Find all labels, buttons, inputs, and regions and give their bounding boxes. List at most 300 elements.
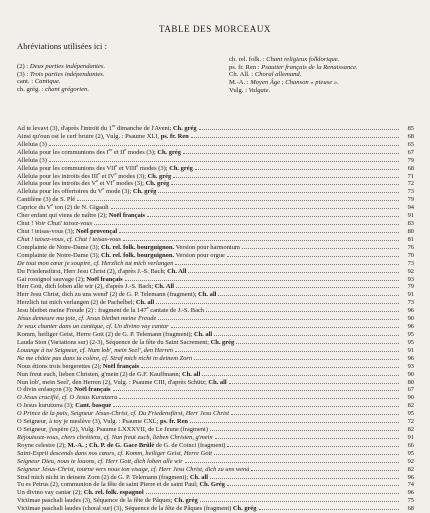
dot-leader [158,187,399,193]
text-segment: Alleluia pour les introïts des V [17,180,97,188]
page-number: 91 [407,433,414,441]
entry-title [17,165,193,173]
text-segment: Ch. grég [210,338,235,346]
text-segment: Noël français [108,212,145,220]
page-number: 76 [407,243,414,251]
text-segment: M.-A. : [229,79,251,87]
text-segment: O Jésus crucifié, cf. O Jesus Kurutzera [17,394,118,402]
page-number: 95 [407,449,414,457]
text-segment: Vulgate. [248,86,271,94]
index-entry [17,385,414,393]
page-number: 72 [407,418,414,426]
text-segment: modes (3); [138,164,170,172]
text-segment: Chant religieux folklorique. [266,56,340,63]
index-entry [17,338,414,346]
dot-leader [200,496,399,502]
entry-title [17,458,183,466]
text-segment: et IV [100,172,115,180]
text-segment: Herr Jesu Christ, dich zu uns wend' (2) de G. P. Telemann (fragment); [17,291,199,299]
page-number: 96 [407,354,414,362]
dot-leader [259,504,399,510]
text-segment: Ch. rel. folk. espagnol [83,489,144,497]
entry-title [17,125,197,133]
entry-title [17,276,123,284]
dot-leader [147,211,399,217]
text-segment: Trois parties indépendantes. [29,70,105,78]
text-segment: Chut ! teisas-vous (3); [17,227,77,235]
dot-leader [125,275,399,281]
text-segment: Saint-Esprit descends dans nos cœurs, cf. Komm, heiliger Geist, Herre Gott [17,449,213,457]
index-entry [17,203,414,211]
text-segment: Ch. grég [172,125,197,132]
index-entry [17,473,414,481]
dot-leader [176,282,399,288]
page-number: 96 [407,473,414,481]
page-number: 92 [407,457,414,465]
dot-leader [218,290,399,296]
text-segment: e [124,148,127,152]
text-segment: O divin enfançon (3); [17,386,75,394]
page-number: 79 [407,283,414,291]
entry-title [17,394,117,402]
text-segment: ; [280,79,286,87]
index-entry [17,219,414,227]
abbreviation-line [17,78,105,86]
dot-leader [210,425,399,431]
dot-leader [214,449,399,455]
dot-leader [227,441,399,447]
page-number: 72 [407,180,414,188]
dot-leader [188,267,399,273]
entry-title [17,497,198,505]
text-segment: chant grégorien. [45,85,89,93]
text-segment: er [108,148,113,152]
index-entry [17,496,414,504]
dot-leader [231,409,399,415]
text-segment: Royne celestre (2); [17,441,68,449]
text-segment: Ch. All. : [229,71,255,79]
page-number: 92 [407,267,414,275]
text-segment: e [96,180,99,184]
dot-leader [194,354,399,360]
text-segment: Vulg. : [229,86,249,94]
index-entry [17,441,414,449]
text-segment: e [146,307,149,311]
entry-title [17,244,240,252]
text-segment: M.-A. ; Ch. P. de G. Gace Brûlé [67,441,155,449]
text-segment: Jésus demeure ma joie, cf. Jesus bleibet meine Freude [17,315,157,323]
entry-title [17,442,225,450]
dot-leader [214,330,399,336]
text-segment: Un divino vay cantar (2); [17,489,84,497]
abbreviation-line [17,63,105,71]
entry-title [17,204,109,212]
index-entry [17,148,414,156]
page-number: 95 [407,338,414,346]
text-segment: Ch. all [208,378,227,386]
abbreviation-line [17,71,105,79]
text-segment: Tu es Petrus (2), communion de la fête de saint Pierre et de saint Paul; [17,481,200,489]
index-entry [17,306,414,314]
text-segment: Herzlich tut mich verlangen (2) de Pachelbel; [17,299,136,307]
index-entry [17,227,414,235]
dot-leader [227,251,399,257]
entry-title [17,180,169,188]
dot-leader [49,156,399,162]
text-segment: Noël français [74,386,111,394]
text-segment: Ch. grég [232,505,257,513]
index-entry [17,393,414,401]
index-entry [17,330,414,338]
abbreviation-line [229,79,358,87]
index-entry [17,457,414,465]
page-number: 73 [407,299,414,307]
entry-title [17,283,174,291]
dot-leader [229,378,399,384]
page-number: 80 [407,227,414,235]
text-segment: Caprice du V [17,204,52,212]
page-number: 96 [407,489,414,497]
text-segment: Straf mich nicht in deinem Zorn (2) de G. P. Telemann (fragment); [17,473,190,481]
index-entry [17,282,414,290]
dot-leader [119,393,399,399]
index-entry [17,449,414,457]
text-segment: Complainte de Notre-Dame (3); [17,243,102,251]
text-segment: Alleluia pour les offertoires du V [17,188,103,196]
entry-title [17,323,169,331]
page-number: 96 [407,307,414,315]
page-number: 74 [407,481,414,489]
page-number: 71 [407,172,414,180]
text-segment: e [112,180,115,184]
dot-leader [175,259,399,265]
text-segment: Chanson « pieuse ». [285,79,339,87]
index-entry [17,298,414,306]
entry-title [17,474,208,482]
text-segment: (2) : [17,63,30,70]
page-number: 80 [407,378,414,386]
dot-leader [146,488,399,494]
page-number: 66 [407,441,414,449]
text-segment: O Seigneur, à toy je meslève (3), Vulg. : Psaume CXL; [17,418,160,426]
abbreviations-right-column [229,56,358,95]
text-segment: Victimae paschali laudes (3), Séquence de la fête de Pâques; [17,497,175,505]
page-number: 79 [407,196,414,204]
text-segment: Chut ! [17,220,35,228]
text-segment: Seigneur Jésus-Christ, tourne vers nous ton visage, cf. Herr Jesu Christ, dich zu uns wend [17,465,250,473]
text-segment: Herr Gott, dich loben alle wir (2), d'après J.-S. Bach; [17,283,155,291]
dot-leader [183,148,399,154]
dot-leader [190,417,399,423]
dot-leader [185,457,399,463]
page-number: 75 [407,497,414,505]
entry-title [17,196,75,204]
text-segment: e [102,188,105,192]
index-entry [17,433,414,441]
entry-title [17,228,117,236]
page-number: 91 [407,212,414,220]
text-segment: Alleluia pour les introïts des III [17,172,98,180]
text-segment: Du Friedensfürst, Herr Jesu Christ (2), d'après J.-S. Bach; [17,267,168,275]
index-entry [17,488,414,496]
dot-leader [202,370,399,376]
entry-title [17,371,200,379]
dot-leader [123,235,399,241]
text-segment: Ad te levavi (3), d'après l'introït du 1 [17,125,112,132]
text-segment: Ch. All [167,267,187,275]
text-segment: dimanche de l'Avent; [115,125,173,132]
text-segment: Choral allemand. [254,71,302,79]
text-segment: O Seigneur, j'espère (2), Vulg. Psaume LXXXVII, de Le Jeune (fragment) [17,426,208,434]
text-segment: Cantique. [34,78,61,86]
index-entry [17,267,414,275]
abbreviations-heading: Abréviations utilisées ici : [17,41,107,51]
dot-leader [158,314,399,320]
text-segment: ps. fr. Ren [160,132,189,140]
index-entry [17,275,414,283]
text-segment: O Prince de la paix, Seigneur Jésus-Christ, cf. Du Friedensfürst, Herr Jesu Christ [17,410,230,418]
text-segment: Ch. grég [174,497,198,505]
index-entry [17,314,414,322]
entry-title [17,402,111,410]
page-number: 68 [407,164,414,172]
dot-leader [199,124,399,130]
index-entry [17,172,414,180]
text-segment: Voir Chut! taisez-vous [34,220,93,228]
text-segment: Gai rossignol sauvage (2); [17,275,87,283]
text-segment: Deux parties indépendantes. [29,63,106,70]
text-segment: Nun freut euch, lieben Christen, g'mein (2) de G.F. Kauffmann; [17,370,182,378]
text-segment: Réjouissez-vous, chers chrétiens, cf. Nun freut euch, lieben Christen, g'mein [17,433,213,441]
entry-title [17,418,188,426]
text-segment: Cantilène (3) de S. Plé [17,196,76,204]
page-number: 81 [407,235,414,243]
entry-title [17,331,212,339]
text-segment: ch. grég. : [17,85,46,93]
text-segment: e [51,204,54,208]
page-number: 73 [407,188,414,196]
text-segment: Ch. rel. folk. bourguignon. [101,243,175,251]
index-entry [17,465,414,473]
page-number: 68 [407,132,414,140]
page-number: 83 [407,220,414,228]
page-number: 85 [407,125,414,132]
dot-leader [251,465,399,471]
dot-leader [227,480,399,486]
abbreviation-line [229,87,358,95]
text-segment: modes (3); [126,148,158,156]
abbreviation-line [229,71,358,79]
text-segment: De tout mon cœur je soupire, cf. Herzlich tut mich verlangen [17,259,174,267]
index-entry [17,322,414,330]
entry-title [17,220,92,228]
text-segment: Moyen Âge [250,79,281,87]
text-segment: e [114,172,117,176]
dot-leader [242,243,399,249]
text-segment: Noël français [86,275,123,283]
text-segment: Alleluia (3) [17,140,47,148]
text-segment: e [98,172,100,176]
index-entry [17,187,414,195]
entry-title [17,315,156,323]
index-entry [17,378,414,386]
dot-leader [141,362,399,368]
index-entry [17,179,414,187]
page-number: 70 [407,251,414,259]
text-segment: ch. rel. folk. : [229,56,267,63]
text-segment: Ch. all [193,330,213,338]
page-number: 93 [407,362,414,370]
text-segment: Jesu bleibet meine Freude (2) : fragment de la 147 [17,307,147,315]
text-segment: O Jesus kurutzera (3); [17,402,76,410]
text-segment: Nun lob', mein Seel', den Herren (2), Vulg. : Psaume CIII, d'après Schütz; [17,378,209,386]
text-segment: e [136,164,139,168]
index-entry [17,362,414,370]
index-entry [17,235,414,243]
entry-title [17,157,47,165]
page-number: 82 [407,465,414,473]
text-segment: Cant. basque [75,402,112,410]
index-entry [17,251,414,259]
dot-leader [113,385,399,391]
index-entry [17,370,414,378]
text-segment: Alleluia pour les communions des VII [17,164,116,172]
entry-title [17,489,144,497]
text-segment: Ch. grég [145,180,170,188]
page-number: 95 [407,330,414,338]
index-entry [17,354,414,362]
page-number: 68 [407,505,414,513]
page-number: 73 [407,259,414,267]
text-segment: cant. : [17,78,35,86]
page-number: 90 [407,370,414,378]
entry-title [17,363,139,371]
text-segment: Ch. grég [147,172,172,180]
text-segment: cantate de J.-S. Bach [148,307,205,315]
dot-leader [215,433,399,439]
text-segment: Louange à toi Seigneur, cf. Num lob', mein Seel', den Herren [17,346,173,354]
entry-title [17,347,173,355]
dot-leader [113,401,399,407]
page-number: 67 [407,386,414,394]
text-segment: Noël provençal [76,227,118,235]
text-segment: Noël français [102,362,140,370]
dot-leader [206,306,399,312]
text-segment: er [111,125,116,128]
abbreviations-left-column [17,63,105,93]
entry-title [17,434,213,442]
dot-leader [111,203,399,209]
page-number: 91 [407,346,414,354]
entry-title [17,236,121,244]
index-entry [17,140,414,148]
entry-title [17,141,47,149]
text-segment: Ch. all [135,299,155,307]
entry-title [17,299,154,307]
text-segment: de G. de Coinci (fragment) [154,441,226,449]
text-segment: (3) : [17,70,30,78]
index-entry [17,195,414,203]
text-segment: Ch. all [198,291,217,299]
text-segment: et VI [98,180,113,188]
index-entries-list [17,124,414,512]
text-segment: Alleluia (3) [17,156,47,164]
text-segment: et II [112,148,125,156]
text-segment: Nous étions trois bergerettes (2); [17,362,103,370]
dot-leader [171,322,399,328]
dot-leader [195,164,399,170]
text-segment: Ch. grég [169,164,193,172]
abbreviation-line [229,56,358,64]
text-segment: ton (2) de N. Gigault [53,204,109,212]
abbreviation-line [229,64,358,72]
index-entry [17,211,414,219]
index-entry [17,259,414,267]
dot-leader [94,219,399,225]
dot-leader [49,140,399,146]
text-segment: ps. fr. Ren : [229,63,262,71]
page-number: 93 [407,275,414,283]
entry-title [17,426,208,434]
entry-title [17,450,212,458]
dot-leader [210,473,399,479]
text-segment: Ne me châtie pas dans ta colère, cf. Straf mich nicht in deinem Zorn [17,354,193,362]
index-entry [17,132,414,140]
page-number: 82 [407,426,414,434]
text-segment: Version pour orgue [174,251,225,259]
text-segment: e [115,164,118,168]
page-number: 95 [407,410,414,418]
dot-leader [171,179,399,185]
index-entry [17,290,414,298]
index-entry [17,124,414,132]
text-segment: Je veux chanter dans un cantique, cf. Un divino vay cantar [17,323,169,331]
text-segment: modes (3); [116,172,148,180]
index-entry [17,480,414,488]
text-segment: Ch. grég [132,188,157,196]
page-number: 90 [407,315,414,323]
dot-leader [173,172,399,178]
page-number: 67 [407,148,414,156]
index-entry [17,243,414,251]
text-segment: Ch. all [189,473,209,481]
dot-leader [156,298,399,304]
dot-leader [236,338,399,344]
text-segment: Ch. All [154,283,175,291]
entry-title [17,505,257,513]
index-entry [17,346,414,354]
index-entry [17,417,414,425]
dot-leader [191,132,399,138]
page-number: 96 [407,323,414,331]
index-entry [17,156,414,164]
text-segment: Complainte de Notre-Dame (3); [17,251,102,259]
index-entry [17,504,414,512]
page-title: TABLE DES MORCEAUX [158,24,272,34]
page-number: 94 [407,204,414,212]
text-segment: Cher enfant qui viens de naître (2); [17,212,109,220]
text-segment: Chut ! taisez-vous, cf. Chut ! teisas-vous [17,235,122,243]
index-entry [17,401,414,409]
page-number: 82 [407,402,414,410]
text-segment: Ch. Grég [199,481,225,489]
entry-title [17,386,111,394]
text-segment: ps. fr. Ren [159,418,189,426]
text-segment: Seigneur Dieu, nous te louons, cf. Herr Gott, dich loben alle wir [17,457,183,465]
text-segment: Victimae paschali laudes (choral sur) (3), Séquence de la fête de Pâques (fragment) [17,505,233,513]
text-segment: mode (3); [104,188,133,196]
text-segment: Lauda Sion (Variations sur) (2-3), Séquence de la fête du Saint Sacrement; [17,338,211,346]
